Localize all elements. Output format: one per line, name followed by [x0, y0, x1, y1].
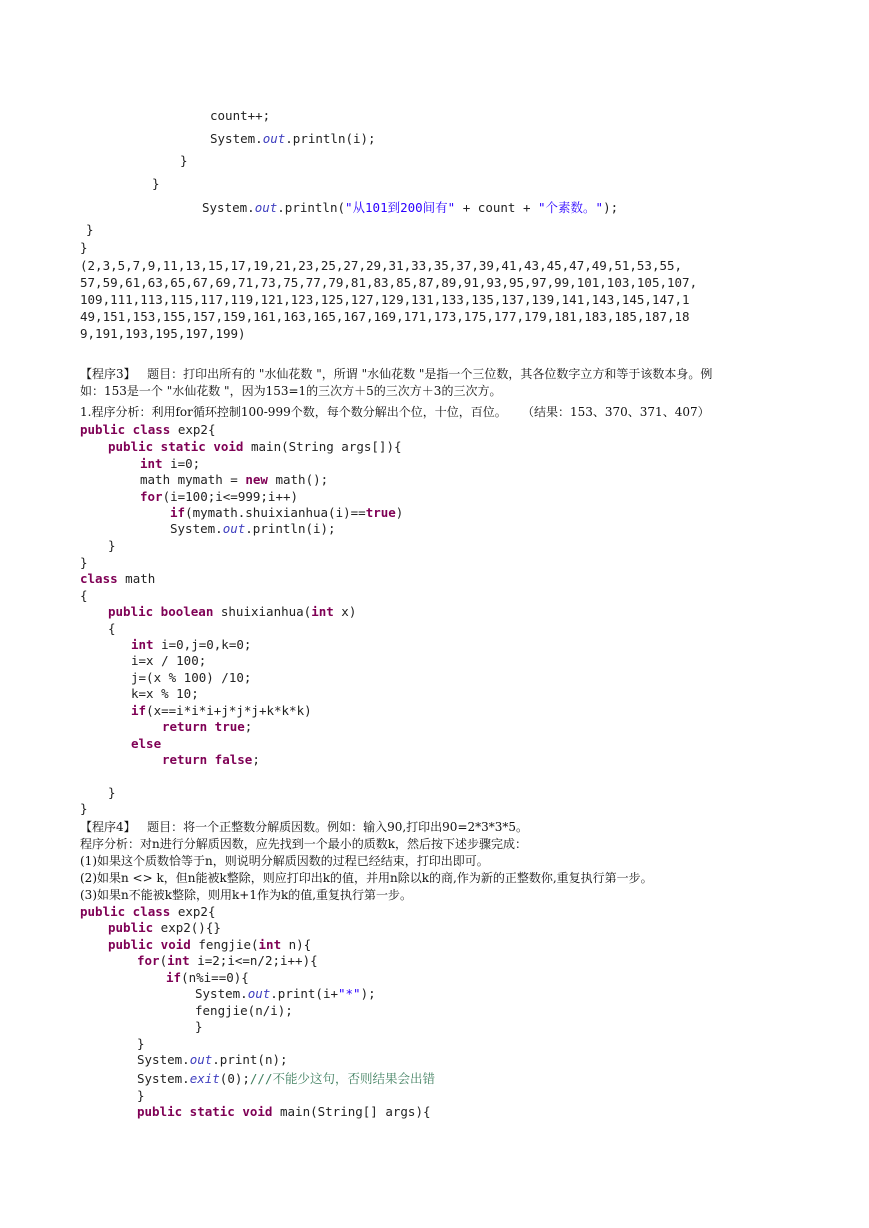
text-line [80, 819, 528, 835]
text-segment: "从101到200间有" [345, 200, 456, 215]
text-segment: return true [162, 719, 245, 734]
code-line [137, 1104, 431, 1120]
code-line [131, 653, 206, 669]
code-line [131, 637, 251, 653]
text-segment: public boolean [108, 604, 214, 619]
code-line [80, 555, 88, 571]
text-line [80, 870, 653, 886]
text-segment: (1)如果这个质数恰等于n，则说明分解质因数的过程已经结束，打印出即可。 [80, 854, 489, 868]
text-segment: (2,3,5,7,9,11,13,15,17,19,21,23,25,27,29,31,33,35,37,39,41,43,45,47,49,51,53,55, [80, 258, 683, 273]
text-segment: int [311, 604, 334, 619]
code-line [162, 752, 260, 768]
text-segment: out [222, 521, 246, 536]
text-segment: (n%i==0){ [181, 970, 249, 985]
code-line [202, 200, 618, 216]
text-segment: (3)如果n不能被k整除，则用k+1作为k的值,重复执行第一步。 [80, 888, 413, 902]
text-segment: 题目：将一个正整数分解质因数。例如：输入90,打印出90=2*3*3*5。 [135, 820, 529, 834]
text-segment: exp2{ [170, 422, 216, 437]
text-segment: 109,111,113,115,117,119,121,123,125,127,129,131,133,135,137,139,141,143,145,147,1 [80, 292, 690, 307]
code-line [108, 604, 356, 620]
text-segment: out [254, 200, 278, 215]
text-line [80, 853, 489, 869]
text-segment: int [140, 456, 163, 471]
text-segment: int [131, 637, 154, 652]
text-segment: ///不能少这句，否则结果会出错 [249, 1071, 435, 1086]
text-segment: public void [108, 937, 191, 952]
code-line [170, 505, 403, 521]
text-segment: public static void [108, 439, 244, 454]
text-segment: public class [80, 422, 171, 437]
text-segment: { [80, 588, 88, 603]
text-segment: } [80, 555, 88, 570]
text-segment: int [258, 937, 282, 952]
text-segment: .println(i); [245, 521, 336, 536]
text-segment: } [137, 1036, 145, 1051]
code-line [80, 292, 690, 308]
text-segment: public class [80, 904, 171, 919]
text-segment: out [262, 131, 286, 146]
text-segment: System. [210, 131, 263, 146]
text-segment: out [247, 986, 271, 1001]
text-segment: "个素数。" [538, 200, 604, 215]
text-segment: } [108, 785, 116, 800]
code-line [108, 785, 116, 801]
text-segment: n){ [281, 937, 312, 952]
text-segment: new [245, 472, 268, 487]
text-segment: public [108, 920, 154, 935]
text-segment: ); [360, 986, 376, 1001]
code-line [80, 904, 215, 920]
text-segment: else [131, 736, 162, 751]
code-line [210, 131, 376, 147]
text-segment: .print(n); [212, 1052, 288, 1067]
code-line [131, 670, 251, 686]
code-line [210, 108, 270, 124]
text-segment: exp2(){} [153, 920, 221, 935]
code-line [108, 621, 116, 637]
code-line [137, 953, 318, 969]
text-segment: ) [395, 505, 404, 520]
text-segment: if [166, 970, 182, 985]
code-line [140, 456, 200, 472]
text-segment: } [86, 222, 94, 237]
text-segment: for [140, 489, 163, 504]
text-segment: class [80, 571, 118, 586]
text-segment: return false [162, 752, 253, 767]
text-segment: ( [159, 953, 168, 968]
code-line [195, 986, 376, 1002]
text-segment: "*" [338, 986, 361, 1001]
code-line [80, 240, 88, 256]
text-segment: .print(i+ [270, 986, 338, 1001]
text-segment: i=0,j=0,k=0; [153, 637, 252, 652]
text-line [80, 383, 501, 399]
code-line [152, 176, 160, 192]
text-segment: + count + [455, 200, 539, 215]
code-line [137, 1036, 145, 1052]
text-segment: math(); [267, 472, 329, 487]
code-line [140, 489, 298, 505]
text-segment: fengjie( [190, 937, 259, 952]
text-line [80, 836, 527, 852]
code-line [108, 937, 311, 953]
text-segment: i=0; [162, 456, 201, 471]
text-segment: j=(x % 100) /10; [131, 670, 252, 685]
text-segment: main(String[] args){ [272, 1104, 431, 1119]
text-segment: { [108, 621, 116, 636]
text-segment: } [108, 538, 116, 553]
text-segment: (2)如果n <> k，但n能被k整除，则应打印出k的值，并用n除以k的商,作为新的正整数你,重复执行第一步。 [80, 871, 653, 885]
text-segment: i=2;i<=n/2;i++){ [189, 953, 318, 968]
text-line [80, 404, 710, 420]
text-segment: ; [252, 752, 260, 767]
text-segment: math [117, 571, 156, 586]
text-segment: System. [170, 521, 223, 536]
text-segment: math mymath = [140, 472, 246, 487]
text-segment: 9,191,193,195,197,199) [80, 326, 246, 341]
text-line [80, 887, 412, 903]
text-segment: (mymath.shuixianhua(i)== [185, 505, 366, 520]
code-line [80, 275, 697, 291]
code-line [108, 439, 402, 455]
text-segment: 【程序3】 [80, 367, 136, 381]
text-segment: (0); [219, 1071, 250, 1086]
text-segment: 49,151,153,155,157,159,161,163,165,167,169,171,173,175,177,179,181,183,185,187,18 [80, 309, 690, 324]
text-segment: .println( [277, 200, 345, 215]
code-line [131, 703, 312, 719]
code-line [131, 736, 161, 752]
text-segment: int [167, 953, 190, 968]
text-segment: (x==i*i*i+j*j*j+k*k*k) [146, 703, 312, 718]
code-line [108, 920, 221, 936]
code-line [162, 719, 252, 735]
text-segment: 题目：打印出所有的 "水仙花数 "，所谓 "水仙花数 "是指一个三位数，其各位数字立方和等于该数本身。例 [135, 367, 713, 381]
text-segment: System. [202, 200, 255, 215]
code-line [140, 472, 328, 488]
code-line [195, 1003, 293, 1019]
text-segment: System. [195, 986, 248, 1001]
code-line [86, 222, 94, 238]
code-line [137, 1071, 435, 1087]
code-line [137, 1088, 145, 1104]
text-segment: x) [333, 604, 357, 619]
text-segment: 57,59,61,63,65,67,69,71,73,75,77,79,81,83,85,87,89,91,93,95,97,99,101,103,105,107, [80, 275, 698, 290]
text-segment: for [137, 953, 160, 968]
text-segment: true [365, 505, 396, 520]
code-line [166, 970, 249, 986]
text-segment: count++; [210, 108, 271, 123]
text-segment: } [80, 240, 88, 255]
text-segment: 【程序4】 [80, 820, 136, 834]
text-segment: } [152, 176, 160, 191]
text-segment: .println(i); [285, 131, 376, 146]
text-segment: if [131, 703, 147, 718]
text-segment: System. [137, 1052, 190, 1067]
code-line [137, 1052, 288, 1068]
code-line [131, 686, 199, 702]
text-segment: (i=100;i<=999;i++) [162, 489, 299, 504]
text-segment: k=x % 10; [131, 686, 199, 701]
text-segment: if [170, 505, 186, 520]
code-line [108, 538, 116, 554]
text-segment: fengjie(n/i); [195, 1003, 293, 1018]
text-segment: public static void [137, 1104, 273, 1119]
text-segment: shuixianhua( [213, 604, 312, 619]
code-line [80, 801, 88, 817]
code-line [80, 571, 155, 587]
text-segment: 如：153是一个 "水仙花数 "，因为153=1的三次方＋5的三次方＋3的三次方。 [80, 384, 502, 398]
text-segment: } [195, 1019, 203, 1034]
code-line [80, 258, 682, 274]
text-segment: } [180, 153, 188, 168]
text-segment: i=x / 100; [131, 653, 207, 668]
text-segment: main(String args[]){ [243, 439, 402, 454]
text-segment: } [137, 1088, 145, 1103]
code-line [80, 422, 215, 438]
code-line [170, 521, 336, 537]
text-segment: 程序分析：对n进行分解质因数，应先找到一个最小的质数k，然后按下述步骤完成： [80, 837, 528, 851]
code-line [195, 1019, 203, 1035]
text-segment: ; [244, 719, 253, 734]
code-line [80, 309, 690, 325]
code-line [180, 153, 188, 169]
text-segment: 1.程序分析：利用for循环控制100-999个数，每个数分解出个位，十位，百位。 （结果：153、370、371、407） [80, 405, 710, 419]
text-segment: } [80, 801, 88, 816]
text-line [80, 366, 712, 382]
text-segment: exit [189, 1071, 220, 1086]
text-segment: System. [137, 1071, 190, 1086]
code-line [80, 326, 246, 342]
text-segment: out [189, 1052, 213, 1067]
text-segment: ); [603, 200, 619, 215]
text-segment: exp2{ [170, 904, 216, 919]
code-line [80, 588, 88, 604]
